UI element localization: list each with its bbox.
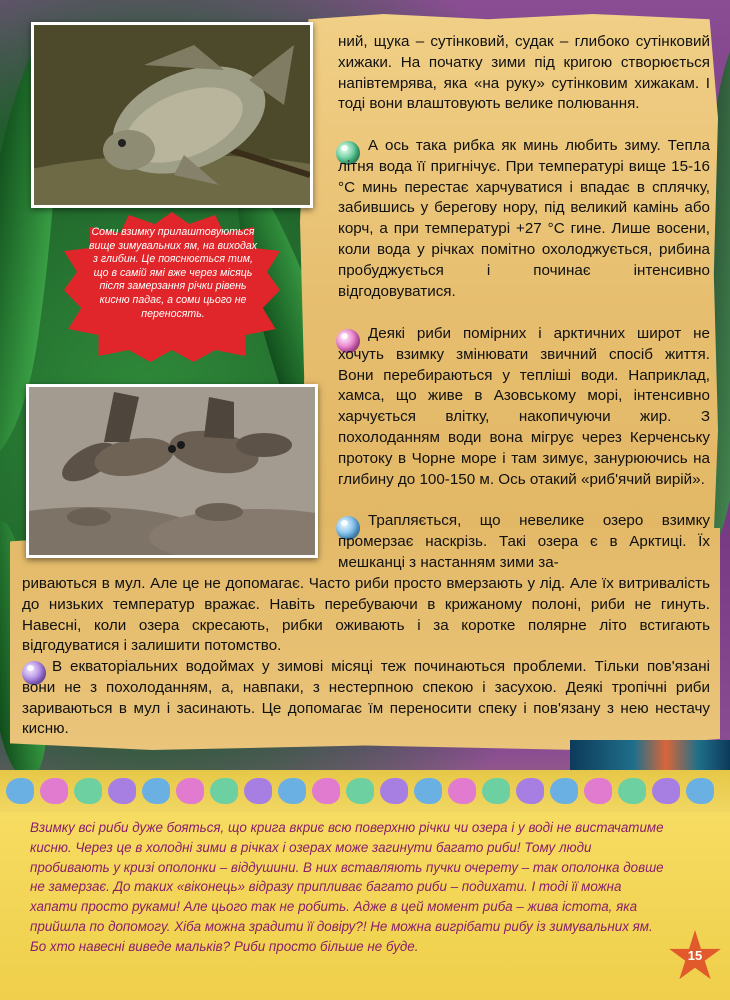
fish-icon [176, 778, 204, 804]
fish-icon [108, 778, 136, 804]
fish-icon [652, 778, 680, 804]
fish-icon [516, 778, 544, 804]
fish-icon [482, 778, 510, 804]
carp-photo [31, 22, 313, 208]
paragraph-3: Деякі риби помірних і арктичних широт не хочуть взимку змінювати звичний спосіб життя. Вони перебираються у тепліші води. Наприклад, хамса, що живе в Азовському морі, інтенсивно харчується влітку, накопичуючи жир. З похолоданням води вона мігрує через Керченську протоку в Чорне море і там зимує, занурюючись на глибину до 100-150 м. Ось отакий «риб'ячий вирій». [338, 325, 710, 488]
paragraph-2: А ось така рибка як минь любить зиму. Тепла літня вода її пригнічує. При температурі вище 15-16 °С минь перестає харчуватися і впадає в сплячку, забившись у берегову нору, під великий камінь або корч, а при температурі +27 °С гине. Лише восени, коли вода у річках помітно охолоджується, рибина пробуджується і починає інтенсивно відгодовуватися. [338, 137, 710, 300]
fish-icon [6, 778, 34, 804]
paragraph-4-start: Трапляється, що невелике озеро взимку промерзає наскрізь. Такі озера є в Арктиці. Їх мешканці з настанням зими за- [338, 512, 710, 571]
fish-icon [210, 778, 238, 804]
paragraph-4-continued: риваються в мул. Але це не допомагає. Часто риби просто вмерзають у лід. Але їх витривалість до низьких температур вражає. Навіть перебуваючи в крижаному полоні, риби не гинуть. Навесні, коли озера скресають, рибки оживають і за коротке полярне літо встигають відгодуватися і залишити потомство. [22, 575, 710, 655]
paragraph-5: В екваторіальних водоймах у зимові місяці теж починаються проблеми. Тільки пов'язані вони не з похолоданням, а, навпаки, з нестерпною спекою і засухою. Деякі тропічні риби зариваються в мул і засинають. Це допомагає їм переносити спеку і пов'язану з нею нестачу кисню. [22, 658, 710, 738]
mudskipper-illustration [29, 387, 315, 555]
fish-icon [74, 778, 102, 804]
paragraph-1: ний, щука – сутінковий, судак – глибоко сутінковий хижаки. На початку зими під кригою створюється напівтемрява, яка «на руку» сутінковим хижакам. І тоді вони влаштовують велике полювання. [338, 33, 710, 113]
fact-badge-text: Соми взимку прилаштовуються вище зимувальних ям, на виходах з глибин. Це пояснюється тим, що в самій ямі вже через місяць після замерзання річки рівень кисню падає, а соми цього не переносять. [88, 226, 258, 320]
fish-icon [346, 778, 374, 804]
carp-illustration [34, 25, 310, 205]
fish-icon [278, 778, 306, 804]
fish-icon [448, 778, 476, 804]
fish-icon [40, 778, 68, 804]
fish-icon [550, 778, 578, 804]
mudskipper-photo [26, 384, 318, 558]
page-number: 15 [687, 948, 703, 963]
fish-icon [244, 778, 272, 804]
fish-icon [414, 778, 442, 804]
fish-icon [686, 778, 714, 804]
fish-icon [380, 778, 408, 804]
bottom-panel-text: Взимку всі риби дуже бояться, що крига вкриє всю поверхню річки чи озера і у воді не вистачатиме кисню. Через це в холодні зими в річках і озерах може загинути багато риби! Тому люди пробивають у кризі ополонки – віддушини. В них вставляють пучки очерету – так ополонка довше не замерзає. До таких «віконець» відразу припливає багато риби – подихати. І тоді її можна хапати просто руками! Але цього так не робить. Адже в цей момент риба – жива істота, яка прийшла по допомогу. Хіба можна зрадити її довіру?! Не можна вигрібати рибу із зимувальних ям. Бо хто навесні виведе мальків? Риби просто більше не буде. [30, 820, 664, 954]
fish-icon [584, 778, 612, 804]
fish-icon [142, 778, 170, 804]
fish-icon [312, 778, 340, 804]
fish-icon [618, 778, 646, 804]
